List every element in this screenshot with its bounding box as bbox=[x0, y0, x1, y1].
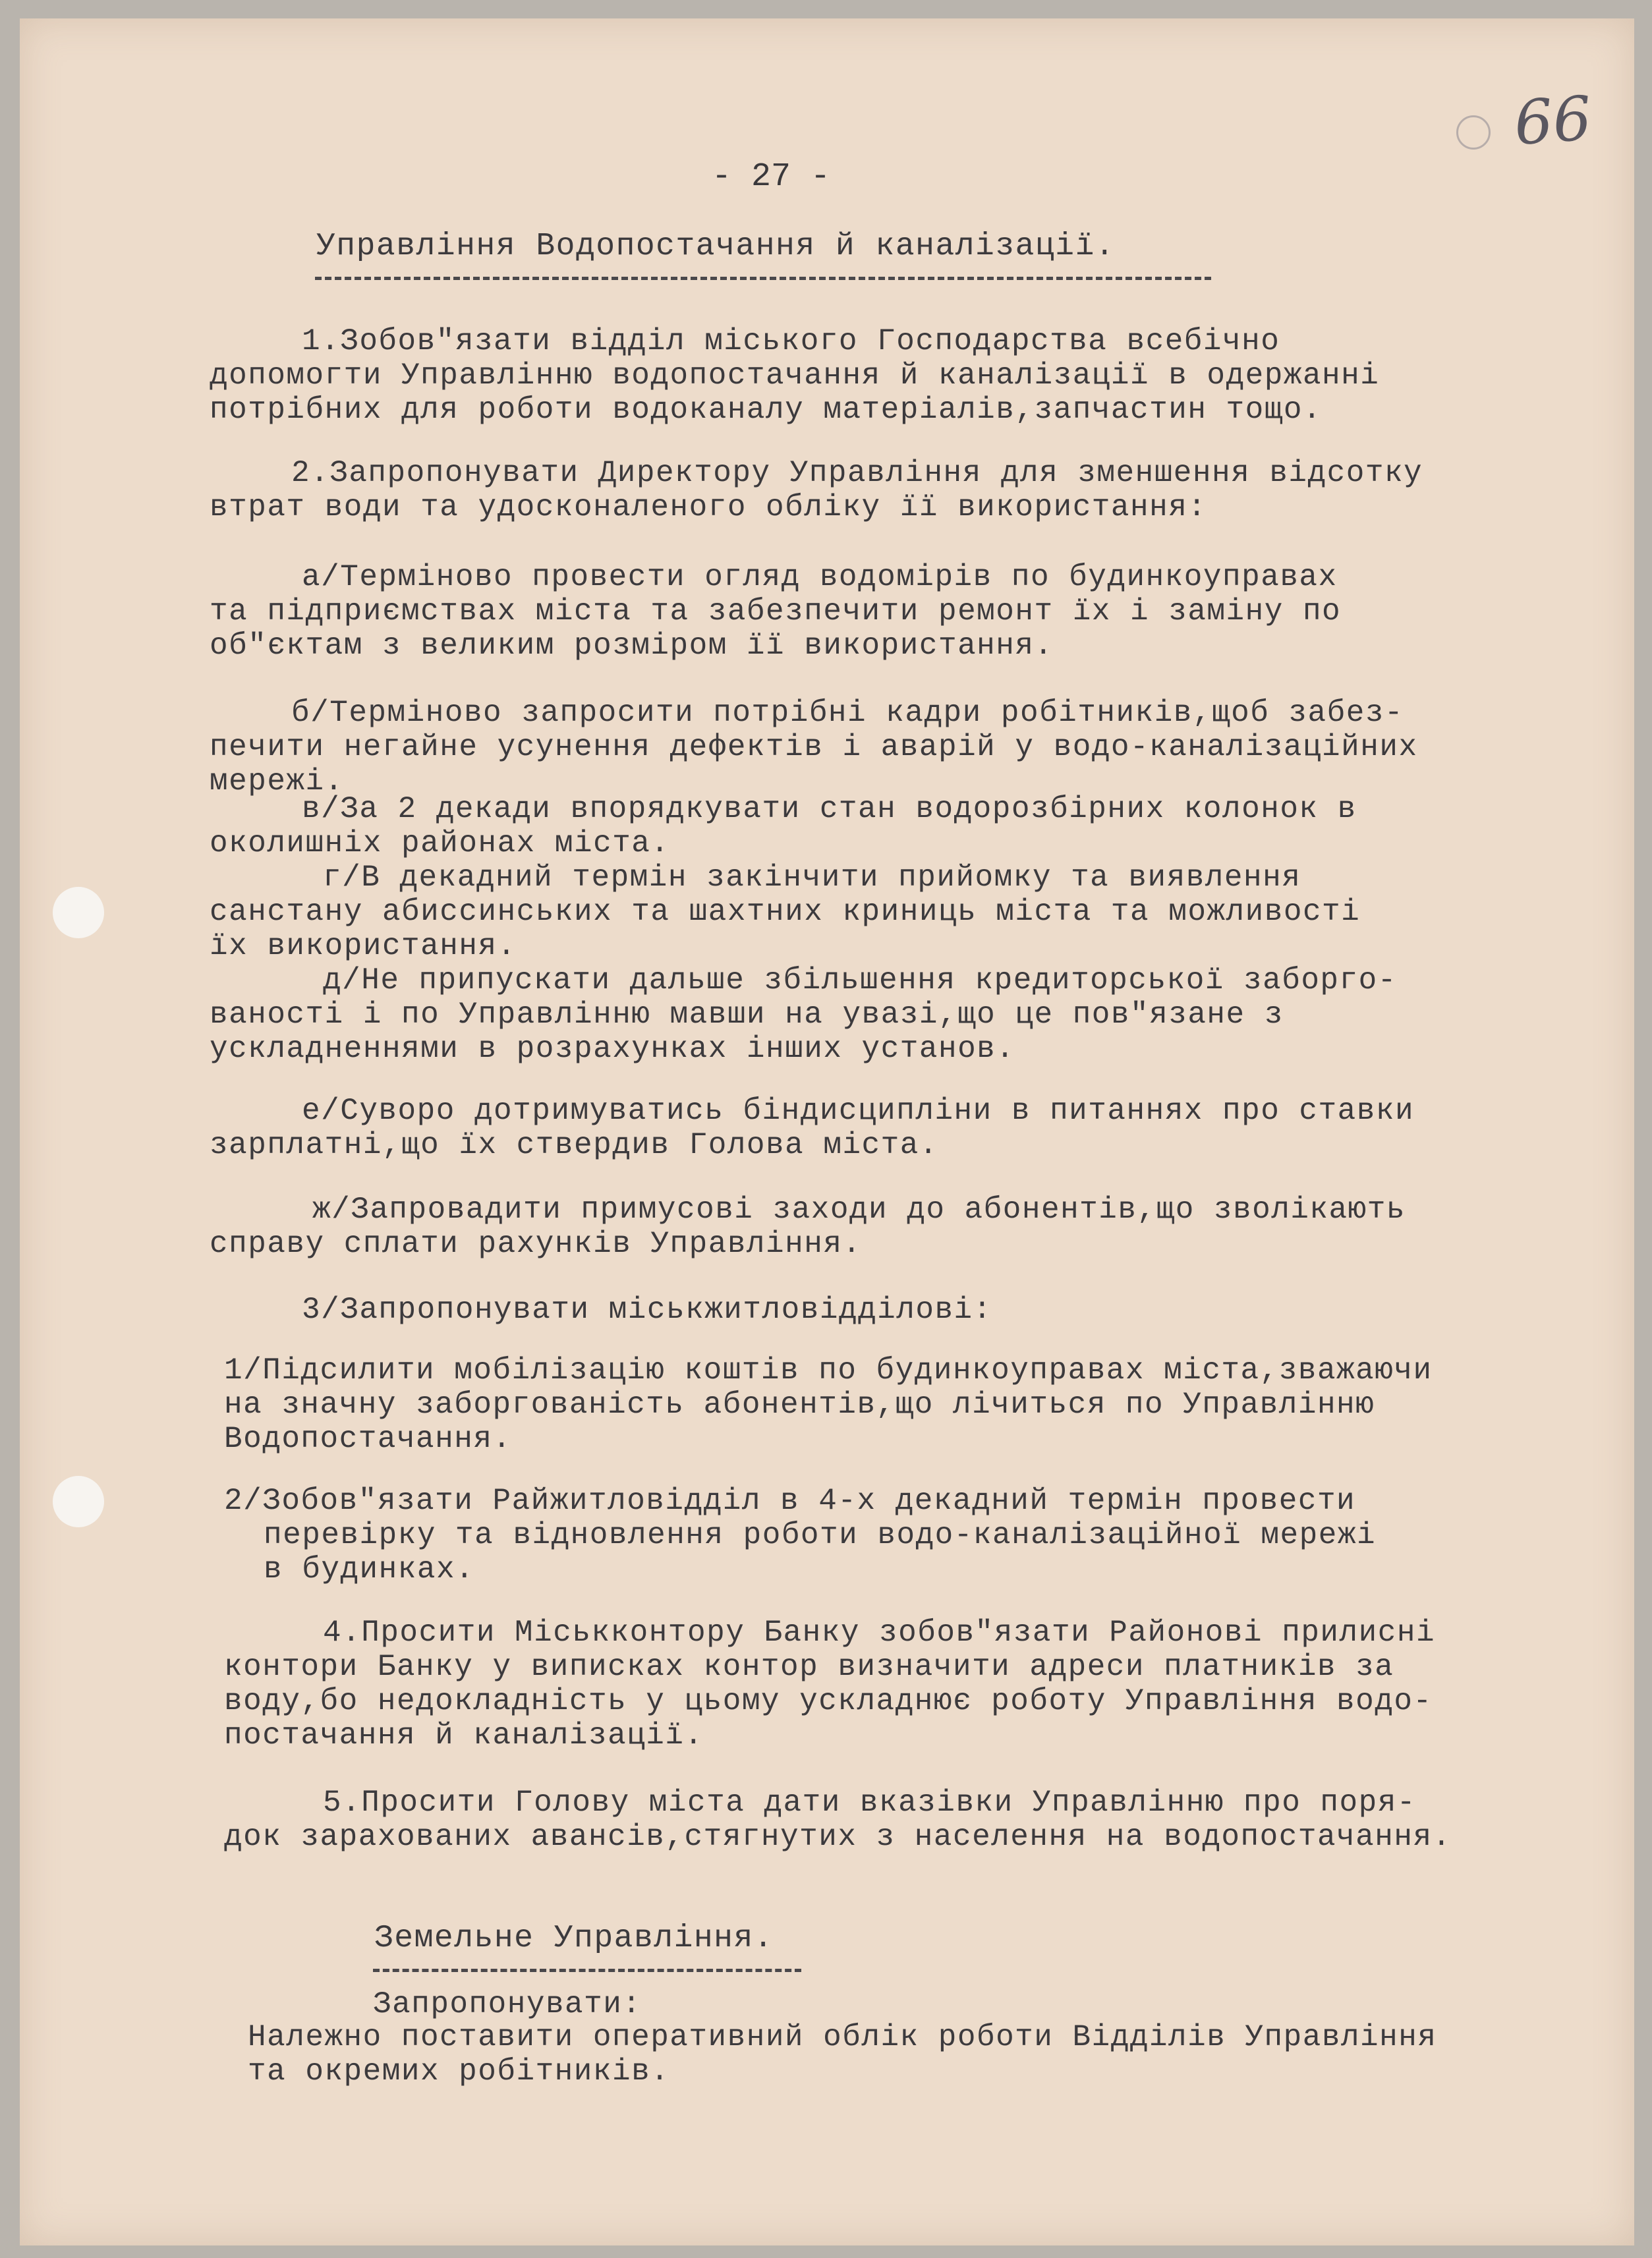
archive-stamp-mark bbox=[1456, 115, 1491, 150]
document-line: Водопостачання. bbox=[224, 1422, 512, 1456]
document-line: 2.Запропонувати Директору Управління для зменшення відсотку bbox=[291, 456, 1423, 490]
document-line: перевірку та відновлення роботи водо-каналізаційної мережі bbox=[264, 1518, 1377, 1552]
document-line: допомогти Управлінню водопостачання й каналізації в одержанні bbox=[210, 358, 1380, 393]
heading-underline bbox=[315, 277, 1211, 280]
document-line: б/Терміново запросити потрібні кадри робітників,щоб забез- bbox=[291, 696, 1404, 730]
document-line: в будинках. bbox=[264, 1552, 475, 1587]
document-line: мережі. bbox=[210, 764, 344, 799]
page-number: - 27 - bbox=[712, 158, 831, 196]
document-line: на значну заборгованість абонентів,що лічиться по Управлінню bbox=[224, 1388, 1375, 1422]
section-heading-land: Земельне Управління. bbox=[374, 1921, 774, 1956]
document-line: втрат води та удосконаленого обліку її використання: bbox=[210, 490, 1207, 524]
document-line: їх використання. bbox=[210, 929, 517, 963]
document-line: санстану абиссинських та шахтних криниць міста та можливості bbox=[210, 895, 1361, 929]
document-line: потрібних для роботи водоканалу матеріалів,запчастин тощо. bbox=[210, 393, 1323, 427]
document-line: 3/Запропонувати міськжитловідділові: bbox=[302, 1293, 992, 1327]
document-line: 2/Зобов"язати Райжитловідділ в 4-х декадний термін провести bbox=[224, 1484, 1356, 1518]
document-line: 4.Просити Міськконтору Банку зобов"язати Районові прилисні bbox=[323, 1616, 1436, 1650]
section-heading-water: Управління Водопостачання й каналізації. bbox=[316, 229, 1116, 264]
document-line: ускладненнями в розрахунках інших установ. bbox=[210, 1032, 1015, 1066]
document-line: Належно поставити оперативний облік роботи Відділів Управління bbox=[248, 2020, 1437, 2054]
document-line: ж/Запровадити примусові заходи до абонентів,що зволікають bbox=[312, 1193, 1406, 1227]
document-line: д/Не припускати дальше збільшення кредиторської заборго- bbox=[323, 963, 1397, 998]
document-line: та підприємствах міста та забезпечити ремонт їх і заміну по bbox=[210, 594, 1342, 629]
document-line: г/В декадний термін закінчити прийомку та виявлення bbox=[323, 861, 1301, 895]
document-line: справу сплати рахунків Управління. bbox=[210, 1227, 862, 1261]
document-line: 1.Зобов"язати відділ міського Господарства всебічно bbox=[302, 324, 1280, 358]
document-line: та окремих робітників. bbox=[248, 2054, 670, 2089]
document-line: воду,бо недокладність у цьому ускладнює роботу Управління водо- bbox=[224, 1684, 1433, 1718]
heading-underline bbox=[373, 1969, 801, 1972]
document-line: зарплатні,що їх ствердив Голова міста. bbox=[210, 1128, 938, 1162]
document-line: а/Терміново провести огляд водомірів по будинкоуправах bbox=[302, 560, 1338, 594]
document-line: постачання й каналізації. bbox=[224, 1718, 704, 1753]
document-line: е/Суворо дотримуватись біндисципліни в питаннях про ставки bbox=[302, 1094, 1415, 1128]
document-line: контори Банку у виписках контор визначити адреси платників за bbox=[224, 1650, 1394, 1684]
punch-hole bbox=[53, 1476, 104, 1527]
document-line: ваності і по Управлінню мавши на увазі,що це пов"язане з bbox=[210, 998, 1284, 1032]
document-line: в/За 2 декади впорядкувати стан водорозбірних колонок в bbox=[302, 792, 1357, 826]
document-line: 5.Просити Голову міста дати вказівки Управлінню про поря- bbox=[323, 1786, 1416, 1820]
archive-page-number: 66 bbox=[1512, 83, 1594, 159]
document-line: об"єктам з великим розміром її використання. bbox=[210, 629, 1054, 663]
punch-hole bbox=[53, 887, 104, 938]
land-intro: Запропонувати: bbox=[373, 1987, 642, 2021]
document-line: док зарахованих авансів,стягнутих з населення на водопостачання. bbox=[224, 1820, 1452, 1854]
document-line: околишніх районах міста. bbox=[210, 826, 670, 861]
document-line: печити негайне усунення дефектів і аварій у водо-каналізаційних bbox=[210, 730, 1418, 764]
document-line: 1/Підсилити мобілізацію коштів по будинкоуправах міста,зважаючи bbox=[224, 1353, 1433, 1388]
